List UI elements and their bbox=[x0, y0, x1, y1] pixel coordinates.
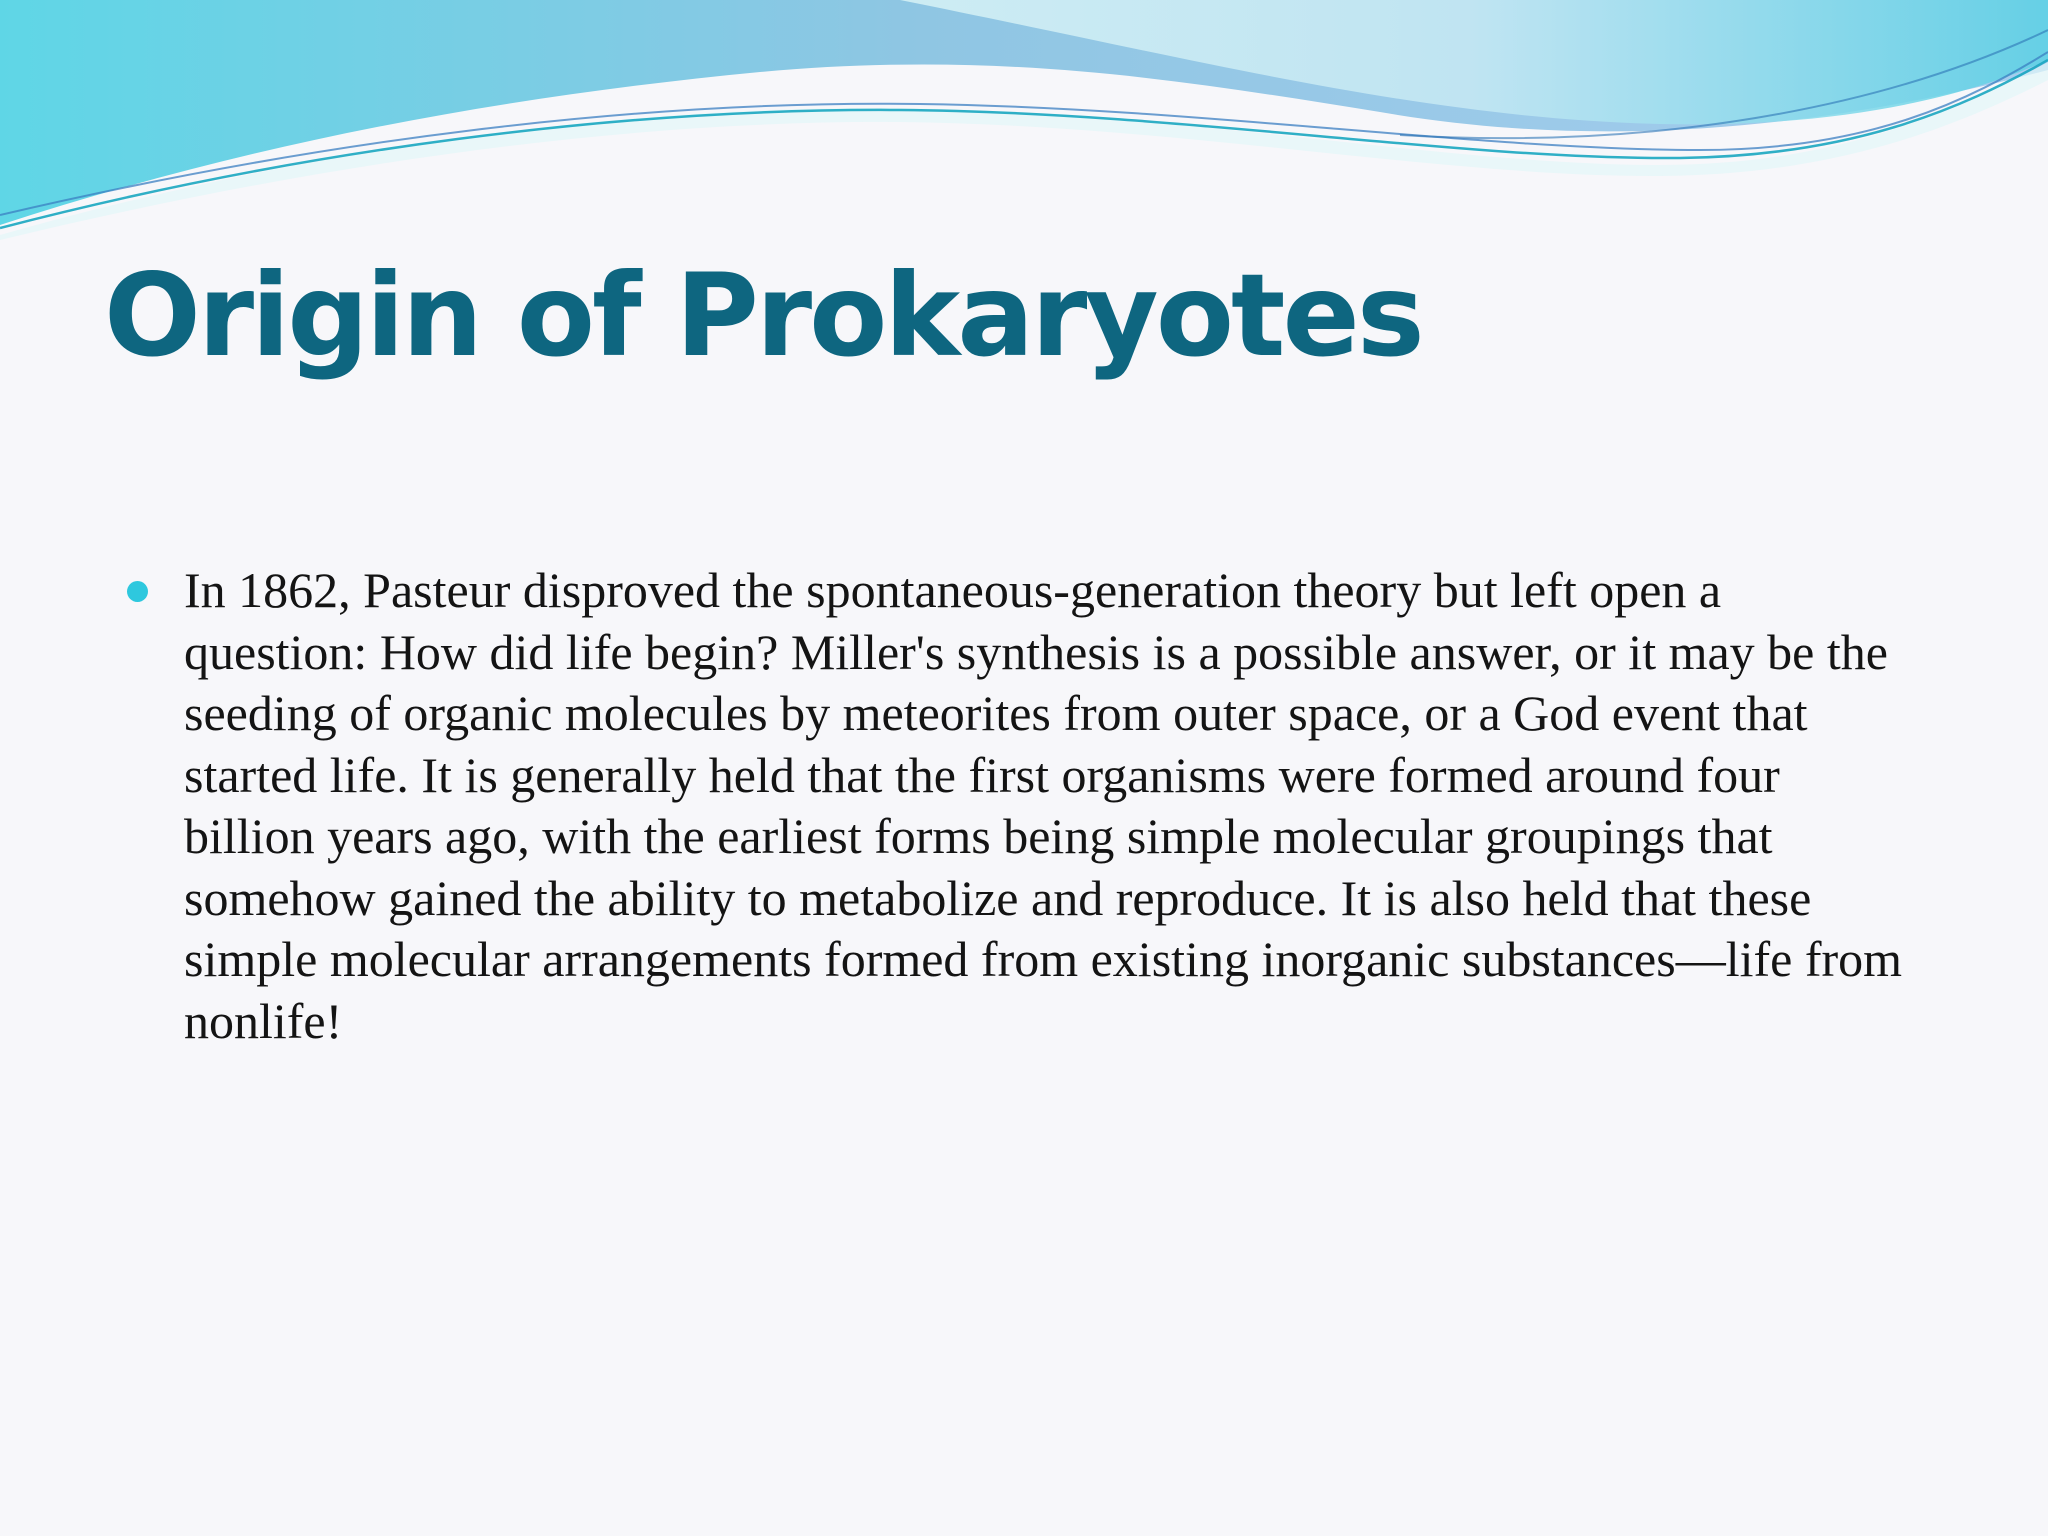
bullet-item bbox=[184, 560, 1904, 1052]
bullet-dot-icon bbox=[127, 581, 148, 602]
bullet-list bbox=[184, 560, 1904, 1052]
slide-title: Origin of Prokaryotes bbox=[104, 249, 1422, 382]
header-wave-decoration bbox=[0, 0, 2048, 240]
bullet-text: In 1862, Pasteur disproved the spontaneous-generation theory but left open a question: How did life begin? Miller's synthesis is a possible answer, or it may be the seeding of organic molecules by meteorites from outer space, or a God event that started life. It is generally held that the first organisms were formed around four billion years ago, with the earliest forms being simple molecular groupings that somehow gained the ability to metabolize and reproduce. It is also held that these simple molecular arrangements formed from existing inorganic substances—life from nonlife! bbox=[184, 562, 1903, 1049]
